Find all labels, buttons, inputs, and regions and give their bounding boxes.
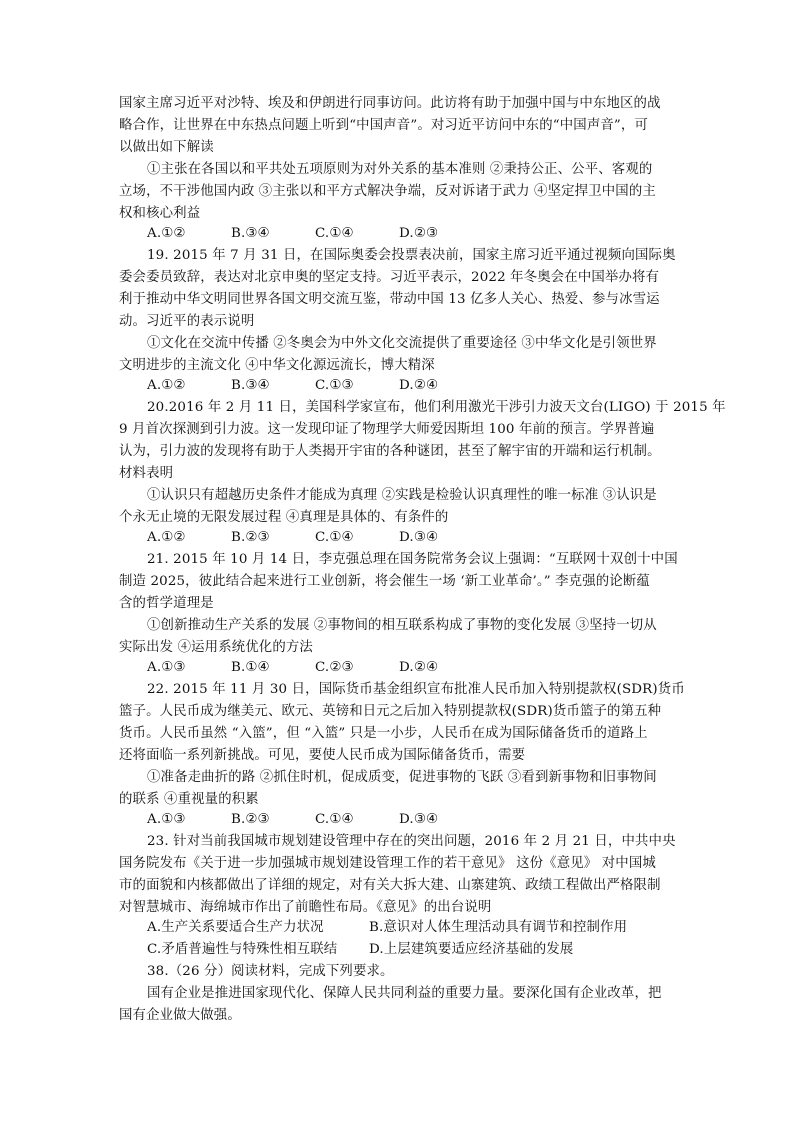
option-d: D.③④	[399, 530, 439, 545]
option-b: B.③④	[231, 378, 270, 393]
question-23: 23. 针对当前我国城市规划建设管理中存在的突出问题，2016 年 2 月 21 日，中共中央	[147, 834, 676, 849]
option-a: A.①②	[147, 378, 186, 393]
option-a: A.①③	[147, 812, 186, 827]
option-a: A.生产关系要适合生产力状况	[147, 920, 324, 935]
text-line: 国家主席习近平对沙特、埃及和伊朗进行同事访问。此访将有助于加强中国与中东地区的战	[119, 96, 661, 111]
text-line: 个永无止境的无限发展过程 ④真理是具体的、有条件的	[119, 510, 449, 525]
text-line: ①主张在各国以和平共处五项原则为对外关系的基本准则 ②秉持公正、公平、客观的	[147, 162, 653, 177]
option-b: B.②③	[231, 530, 270, 545]
text-line: 动。习近平的表示说明	[119, 314, 255, 329]
question-19: 19. 2015 年 7 月 31 日，在国际奥委会投票表决前，国家主席习近平通过视频向国际奥	[147, 248, 676, 263]
text-line: ①准备走曲折的路 ②抓住时机，促成质变，促进事物的飞跃 ③看到新事物和旧事物间	[147, 770, 657, 785]
text-line: 对智慧城市、海绵城市作出了前瞻性布局。《意见》的出台说明	[119, 900, 492, 915]
text-line: 立场，不干涉他国内政 ③主张以和平方式解决争端，反对诉诸于武力 ④坚定捍卫中国的主	[119, 184, 656, 199]
text-line: 材料表明	[119, 466, 174, 481]
text-line: 文明进步的主流文化 ④中华文化源远流长，博大精深	[119, 358, 435, 373]
text-line: 的联系 ④重视量的积累	[119, 792, 259, 807]
question-20: 20.2016 年 2 月 11 日，美国科学家宣布，他们利用激光干涉引力波天文台(LIGO) 于 2015 年	[147, 400, 726, 415]
option-b: B.②③	[231, 812, 270, 827]
question-22: 22. 2015 年 11 月 30 日，国际货币基金组织宣布批准人民币加入特别提款权(SDR)货币	[147, 682, 685, 697]
answer-options-q23-row2	[147, 940, 591, 960]
question-21: 21. 2015 年 10 月 14 日，李克强总理在国务院常务会议上强调：“互联网十双创十中国	[147, 552, 678, 567]
text-line: 认为，引力波的发现将有助于人类揭开宇宙的各种谜团，甚至了解宇宙的开端和运行机制。	[119, 444, 661, 459]
option-a: A.①③	[147, 660, 186, 675]
answer-options-q23-row1	[147, 918, 628, 938]
option-d: D.③④	[399, 812, 439, 827]
option-b: B.意识对人体生理活动具有调节和控制作用	[369, 920, 628, 935]
text-line: 9 月首次探测到引力波。这一发现印证了物理学大师爱因斯坦 100 年前的预言。学界普遍	[119, 422, 655, 437]
text-line: 国务院发布《关于进一步加强城市规划建设管理工作的若干意见》 这份《意见》 对中国城	[119, 856, 656, 871]
text-line: 市的面貌和内核都做出了详细的规定，对有关大拆大建、山寨建筑、政绩工程做出严格限制	[119, 878, 661, 893]
option-c: C.①④	[315, 226, 354, 241]
option-b: B.③④	[231, 226, 270, 241]
text-line: 制造 2025，彼此结合起来进行工业创新，将会催生一场 ‘新工业革命’。” 李克强的论断蕴	[119, 574, 650, 589]
text-line: 含的哲学道理是	[119, 596, 214, 611]
option-c: C.矛盾普遍性与特殊性相互联结	[147, 942, 338, 957]
text-line: 以做出如下解读	[119, 140, 214, 155]
answer-options-q21	[147, 658, 438, 678]
option-a: A.①②	[147, 226, 186, 241]
option-c: C.①④	[315, 530, 354, 545]
answer-options-q19	[147, 376, 438, 396]
option-d: D.上层建筑要适应经济基础的发展	[369, 942, 574, 957]
text-line: ①创新推动生产关系的发展 ②事物间的相互联系构成了事物的变化发展 ③坚持一切从	[147, 618, 657, 633]
text-line: 略合作，让世界在中东热点问题上听到“中国声音”。对习近平访问中东的“中国声音”，可	[119, 118, 648, 133]
option-a: A.①②	[147, 530, 186, 545]
answer-options-q22	[147, 810, 438, 830]
option-d: D.②④	[399, 660, 439, 675]
answer-options-q20	[147, 528, 438, 548]
text-line: 国有企业做大做强。	[119, 1008, 241, 1023]
text-line: 利于推动中华文明同世界各国文明交流互鉴，带动中国 13 亿多人关心、热爱、参与冰雪运	[119, 292, 660, 307]
text-line: 国有企业是推进国家现代化、保障人民共同利益的重要力量。要深化国有企业改革，把	[147, 986, 662, 1001]
text-line: 权和核心利益	[119, 206, 201, 221]
option-c: C.①③	[315, 378, 354, 393]
answer-options-q18	[147, 224, 438, 244]
option-d: D.②④	[399, 378, 439, 393]
text-line: 篮子。人民币成为继美元、欧元、英镑和日元之后加入特别提款权(SDR)货币篮子的第五种	[119, 704, 662, 719]
text-line: 委会委员致辞，表达对北京申奥的坚定支持。习近平表示，2022 年冬奥会在中国举办将有	[119, 270, 660, 285]
text-line: 还将面临一系列新挑战。可见，要使人民币成为国际储备货币，需要	[119, 748, 526, 763]
option-c: C.②③	[315, 660, 354, 675]
option-b: B.①④	[231, 660, 270, 675]
option-d: D.②③	[399, 226, 439, 241]
option-c: C.①④	[315, 812, 354, 827]
text-line: ①文化在交流中传播 ②冬奥会为中外文化交流提供了重要途径 ③中华文化是引领世界	[147, 336, 657, 351]
text-line: 货币。人民币虽然 “入篮”，但 “入篮” 只是一小步，人民币在成为国际储备货币的道路上	[119, 726, 648, 741]
question-38: 38.（26 分）阅读材料，完成下列要求。	[147, 964, 394, 979]
text-line: ①认识只有超越历史条件才能成为真理 ②实践是检验认识真理性的唯一标准 ③认识是	[147, 488, 657, 503]
text-line: 实际出发 ④运用系统优化的方法	[119, 640, 313, 655]
